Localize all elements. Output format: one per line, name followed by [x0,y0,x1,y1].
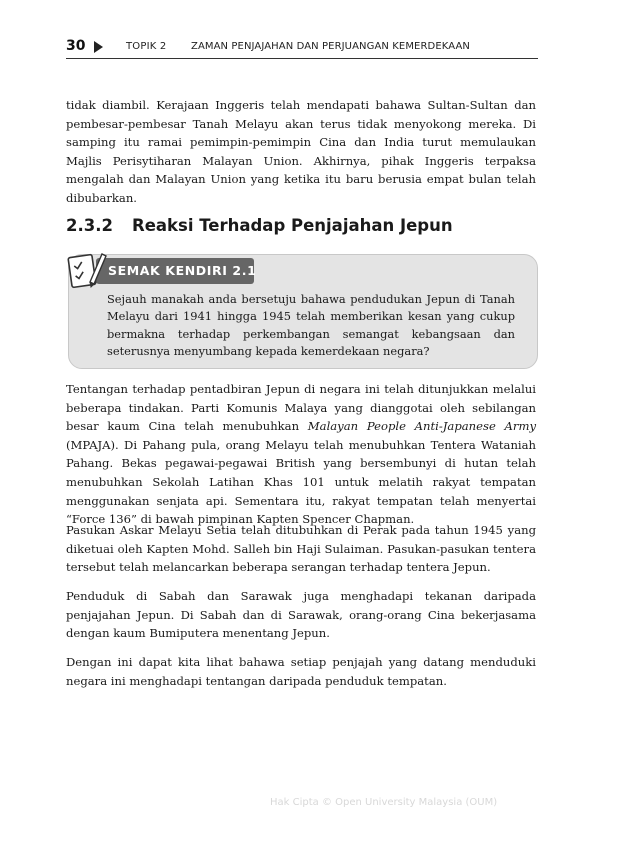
mpaja-italic-name: Malayan People Anti-Japanese Army [307,419,536,434]
page-header [66,36,538,59]
intro-paragraph: tidak diambil. Kerajaan Inggeris telah mendapati bahawa Sultan-Sultan dan pembesar-pembesar Tanah Melayu akan terus tidak menyokong mereka. Di samping itu ramai pemimpin-pemimpin Cina dan India turut memulaukan Majlis Perisytiharan Malayan Union. Akhirnya, pihak Inggeris terpaksa mengalah dan Malayan Union yang ketika itu baru berusia empat bulan telah dibubarkan. [66,98,536,205]
checklist-pencil-icon [64,248,108,290]
topic-label: TOPIK 2 [126,41,167,52]
section-heading [66,216,453,235]
chapter-title: ZAMAN PENJAJAHAN DAN PERJUANGAN KEMERDEKAAN [191,41,470,52]
paragraph-mpaja-start: Tentangan terhadap pentadbiran Jepun di negara ini telah ditunjukkan melalui beberapa tindakan. Parti Komunis Malaya yang dianggotai oleh sebilangan besar kaum Cina telah menubuhkan [66,382,536,434]
paragraph-sabah-sarawak: Penduduk di Sabah dan Sarawak juga menghadapi tekanan daripada penjajahan Jepun. Di Sabah dan di Sarawak, orang-orang Cina bekerjasama dengan kaum Bumiputera menentang Jepun. [66,589,536,641]
copyright-footer: Hak Cipta © Open University Malaysia (OUM) [270,797,498,808]
self-check-question: Sejauh manakah anda bersetuju bahawa pendudukan Jepun di Tanah Melayu dari 1941 hingga 1945 telah memberikan kesan yang cukup bermakna terhadap perkembangan semangat kebangsaan dan seterusnya menyumbang kepada kemerdekaan negara? [107,292,515,359]
paragraph-mpaja-end: (MPAJA). Di Pahang pula, orang Melayu telah menubuhkan Tentera Wataniah Pahang. Bekas pegawai-pegawai British yang bersembunyi di hutan telah menubuhkan Sekolah Latihan Khas 101 untuk melatih rakyat tempatan menggunakan senjata api. Sementara itu, rakyat tempatan telah menyertai “Force 136” di bawah pimpinan Kapten Spencer Chapman. [66,437,536,527]
paragraph-askar-melayu: Pasukan Askar Melayu Setia telah ditubuhkan di Perak pada tahun 1945 yang diketuai oleh Kapten Mohd. Salleh bin Haji Sulaiman. Pasukan-pasukan tentera tersebut telah melancarkan beberapa serangan terhadap tentera Jepun. [66,523,536,575]
self-check-label: SEMAK KENDIRI 2.1 [108,263,257,278]
arrow-right-icon [94,41,103,53]
paragraph-mpaja [66,380,536,529]
section-title: Reaksi Terhadap Penjajahan Jepun [132,216,453,235]
section-number: 2.3.2 [66,216,113,235]
paragraph-conclusion: Dengan ini dapat kita lihat bahawa setiap penjajah yang datang menduduki negara ini menghadapi tentangan daripada penduduk tempatan. [66,655,536,688]
page-number: 30 [66,38,86,54]
